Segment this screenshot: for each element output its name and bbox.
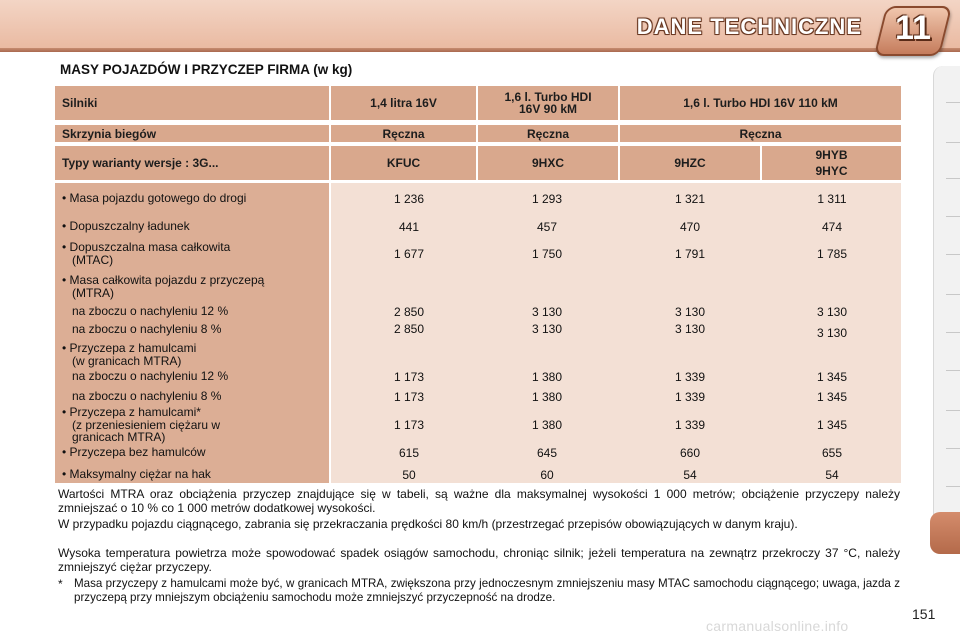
types-col3: 9HZC <box>674 156 706 170</box>
types-col1: KFUC <box>386 156 421 170</box>
table-cell: 1 380 <box>531 418 563 432</box>
table-cell: 1 785 <box>816 247 848 261</box>
gearbox-col1: Ręczna <box>382 126 425 141</box>
gearbox-col3: Ręczna <box>739 126 782 141</box>
table-cell: 1 236 <box>393 192 425 206</box>
types-label: Typy warianty wersje : 3G... <box>62 156 219 170</box>
types-col4-line1: 9HYB <box>815 148 848 162</box>
table-cell: 2 850 <box>393 322 425 336</box>
table-cell: 1 173 <box>393 390 425 404</box>
table-cell: 1 750 <box>531 247 563 261</box>
table-cell: 660 <box>679 446 701 460</box>
label-braked-8: na zboczu o nachyleniu 8 % <box>62 389 222 403</box>
table-cell: 3 130 <box>531 305 563 319</box>
gearbox-label: Skrzynia biegów <box>62 126 157 141</box>
note-altitude: Wartości MTRA oraz obciążenia przyczep znajdujące się w tabeli, są ważne dla maksymalnej wysokości 1 000 metrów; obciążenie przyczepy należy zmniejszać o 10 % co 1 000 metrów dodatkowej wysokości. <box>58 487 900 515</box>
types-col4 <box>762 146 901 180</box>
table-cell: 1 311 <box>817 192 847 206</box>
table-cell: 1 339 <box>674 390 706 404</box>
label-braked-transfer: • Przyczepa z hamulcami* (z przeniesieniem ciężaru w granicach MTRA) <box>62 405 221 444</box>
table-cell: 645 <box>536 446 558 460</box>
engines-label: Silniki <box>62 96 98 110</box>
table-cell: 54 <box>683 468 697 482</box>
note-temperature: Wysoka temperatura powietrza może spowodować spadek osiągów samochodu, chroniąc silnik; jeżeli temperatura na zewnątrz przekroczy 37 °C, należy zmniejszyć ciężar przyczepy. <box>58 546 900 574</box>
section-title: MASY POJAZDÓW I PRZYCZEP FIRMA (w kg) <box>60 62 353 77</box>
label-mtra-8: na zboczu o nachyleniu 8 % <box>62 322 222 336</box>
active-chapter-tab[interactable] <box>930 512 960 554</box>
chapter-number: 11 <box>895 9 931 47</box>
gearbox-col2: Ręczna <box>526 126 570 141</box>
chapter-tabs[interactable] <box>933 66 960 546</box>
label-braked: • Przyczepa z hamulcami (w granicach MTRA) <box>62 341 197 368</box>
table-cell: 3 130 <box>674 322 706 336</box>
engine-col2-line2: 16V 90 kM <box>518 102 578 116</box>
label-towball: • Maksymalny ciężar na hak <box>62 467 211 481</box>
table-cell: 441 <box>398 220 420 234</box>
table-cell: 1 173 <box>393 370 425 384</box>
table-header-gearbox <box>55 125 901 142</box>
table-cell: 1 791 <box>674 247 706 261</box>
table-cell: 1 380 <box>531 390 563 404</box>
table-cell: 2 850 <box>393 305 425 319</box>
label-braked-12: na zboczu o nachyleniu 12 % <box>62 369 229 383</box>
label-unbraked: • Przyczepa bez hamulców <box>62 445 206 459</box>
table-cell: 1 380 <box>531 370 563 384</box>
table-header-types <box>55 146 901 180</box>
label-mtac: • Dopuszczalna masa całkowita (MTAC) <box>62 240 231 267</box>
footnote-marker: * <box>58 577 63 591</box>
table-cell: 1 345 <box>816 390 848 404</box>
table-cell: 3 130 <box>816 326 848 340</box>
table-cell: 1 321 <box>674 192 706 206</box>
types-col2: 9HXC <box>531 156 564 170</box>
table-cell: 1 339 <box>674 370 706 384</box>
table-cell: 655 <box>821 446 843 460</box>
table-cell: 1 677 <box>393 247 425 261</box>
table-cell: 1 345 <box>816 370 848 384</box>
label-ready-mass: • Masa pojazdu gotowego do drogi <box>62 191 247 205</box>
table-cell: 1 345 <box>816 418 848 432</box>
table-cell: 3 130 <box>531 322 563 336</box>
page-number: 151 <box>912 606 936 622</box>
table-cell: 615 <box>398 446 420 460</box>
label-mtra: • Masa całkowita pojazdu z przyczepą (MTRA) <box>62 273 265 300</box>
note-speed: W przypadku pojazdu ciągnącego, zabrania się przekraczania prędkości 80 km/h (przestrzegać przepisów obowiązujących w danym kraju). <box>58 517 798 531</box>
table-cell: 1 173 <box>393 418 425 432</box>
types-col4-line2: 9HYC <box>815 164 848 178</box>
engine-col2 <box>478 86 618 120</box>
table-cell: 54 <box>825 468 839 482</box>
table-cell: 50 <box>402 468 416 482</box>
label-mtra-12: na zboczu o nachyleniu 12 % <box>62 304 229 318</box>
table-header-engines <box>55 86 901 120</box>
footnote-text: Masa przyczepy z hamulcami może być, w granicach MTRA, zwiększona przy jednoczesnym zmniejszeniu masy MTAC samochodu ciągnącego; uwaga, jazda z przyczepą przy mniejszym obciążeniu samochodu może zmniejszyć przyczepność na drodze. <box>74 577 900 604</box>
watermark: carmanualsonline.info <box>706 618 849 634</box>
table-cell: 60 <box>540 468 554 482</box>
table-cell: 3 130 <box>816 305 848 319</box>
page-title: DANE TECHNICZNE <box>636 14 862 39</box>
table-cell: 3 130 <box>674 305 706 319</box>
table-cell: 457 <box>536 220 558 234</box>
table-cell: 474 <box>821 220 843 234</box>
table-cell: 470 <box>679 220 701 234</box>
engine-col1: 1,4 litra 16V <box>370 96 437 110</box>
label-payload: • Dopuszczalny ładunek <box>62 219 190 233</box>
table-cell: 1 339 <box>674 418 706 432</box>
engine-col3: 1,6 l. Turbo HDI 16V 110 kM <box>683 96 838 110</box>
table-cell: 1 293 <box>531 192 563 206</box>
engine-col2-line1: 1,6 l. Turbo HDI <box>504 90 592 104</box>
